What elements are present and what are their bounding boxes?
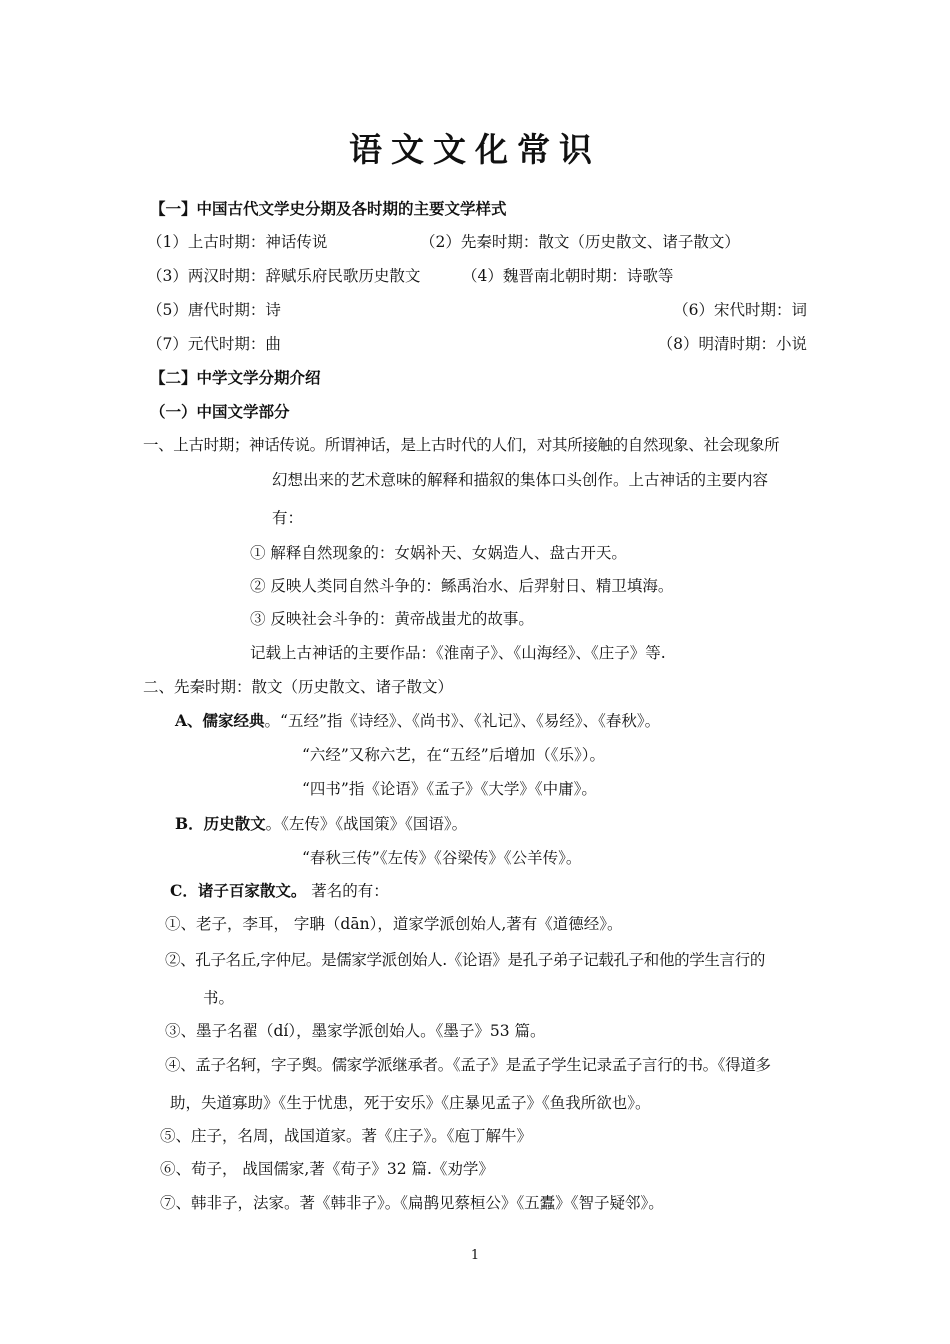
ancient-works: 记载上古神话的主要作品：《淮南子》、《山海经》、《庄子》等.: [250, 644, 666, 662]
three-commentaries-line: “春秋三传”《左传》《谷梁传》《公羊传》。: [302, 849, 582, 867]
history-prose-label: B．历史散文: [175, 814, 266, 833]
period-6: （6）宋代时期：词: [673, 301, 807, 319]
hanfeizi-entry: ⑦、韩非子，法家。著《韩非子》。《扁鹊见蔡桓公》《五蠹》《智子疑邻》。: [160, 1194, 664, 1212]
section2-heading: 【二】中学文学分期介绍: [150, 368, 321, 387]
ancient-line-3: 有：: [272, 509, 304, 527]
document-title: 语文文化常识: [349, 130, 601, 169]
period-7: （7）元代时期：曲: [147, 335, 281, 353]
laozi-entry: ①、老子，李耳， 字聃（dān），道家学派创始人,著有《道德经》。: [165, 915, 623, 933]
four-books-line: “四书”指《论语》《孟子》《大学》《中庸》。: [302, 780, 597, 798]
mencius-entry: ④、孟子名轲，字子舆。儒家学派继承者。《孟子》是孟子学生记录孟子言行的书。《得道多: [165, 1056, 771, 1074]
period-4: （4）魏晋南北朝时期：诗歌等: [462, 267, 674, 285]
confucius-entry-cont: 书。: [203, 989, 235, 1007]
section1-heading: 【一】中国古代文学史分期及各时期的主要文学样式: [150, 199, 507, 218]
period-1: （1）上古时期：神话传说: [147, 233, 328, 251]
philosophers-line: [170, 881, 389, 901]
confucius-entry: ②、孔子名丘,字仲尼。是儒家学派创始人.《论语》是孔子弟子记载孔子和他的学生言行的: [165, 951, 766, 969]
period-8: （8）明清时期：小说: [657, 335, 807, 353]
preqin-heading: 二、先秦时期：散文（历史散文、诸子散文）: [143, 678, 454, 696]
zhuangzi-entry: ⑤、庄子，名周，战国道家。著《庄子》。《庖丁解牛》: [160, 1127, 533, 1145]
ancient-item-2: ② 反映人类同自然斗争的：鲧禹治水、后羿射日、精卫填海。: [250, 577, 674, 595]
ancient-item-3: ③ 反映社会斗争的：黄帝战蚩尤的故事。: [250, 610, 534, 628]
confucian-classics-line: [175, 711, 660, 731]
mencius-entry-cont: 助，失道寡助》《生于忧患，死于安乐》《庄暴见孟子》《鱼我所欲也》。: [170, 1094, 651, 1112]
philosophers-text: 著名的有：: [311, 882, 389, 900]
confucian-classics-text: 。“五经”指《诗经》、《尚书》、《礼记》、《易经》、《春秋》。: [264, 712, 661, 730]
history-prose-line: [175, 814, 467, 834]
page-number: 1: [470, 1248, 480, 1263]
ancient-line-1: 一、上古时期；神话传说。所谓神话，是上古时代的人们，对其所接触的自然现象、社会现象所: [143, 436, 780, 454]
mozi-entry: ③、墨子名翟（dí），墨家学派创始人。《墨子》53 篇。: [165, 1022, 546, 1040]
xunzi-entry: ⑥、荀子， 战国儒家,著《荀子》32 篇.《劝学》: [160, 1160, 494, 1178]
period-2: （2）先秦时期：散文（历史散文、诸子散文）: [420, 233, 740, 251]
six-classics-line: “六经”又称六艺，在“五经”后增加（《乐》）。: [302, 746, 605, 764]
subsection-heading: （一）中国文学部分: [150, 402, 290, 421]
period-3: （3）两汉时期：辞赋乐府民歌历史散文: [147, 267, 421, 285]
philosophers-label: C．诸子百家散文。: [170, 881, 307, 900]
confucian-classics-label: A、儒家经典: [175, 711, 265, 730]
history-prose-text: 。《左传》《战国策》《国语》。: [265, 815, 468, 833]
ancient-line-2: 幻想出来的艺术意味的解释和描叙的集体口头创作。上古神话的主要内容: [272, 471, 769, 489]
ancient-item-1: ① 解释自然现象的：女娲补天、女娲造人、盘古开天。: [250, 544, 627, 562]
period-5: （5）唐代时期：诗: [147, 301, 281, 319]
